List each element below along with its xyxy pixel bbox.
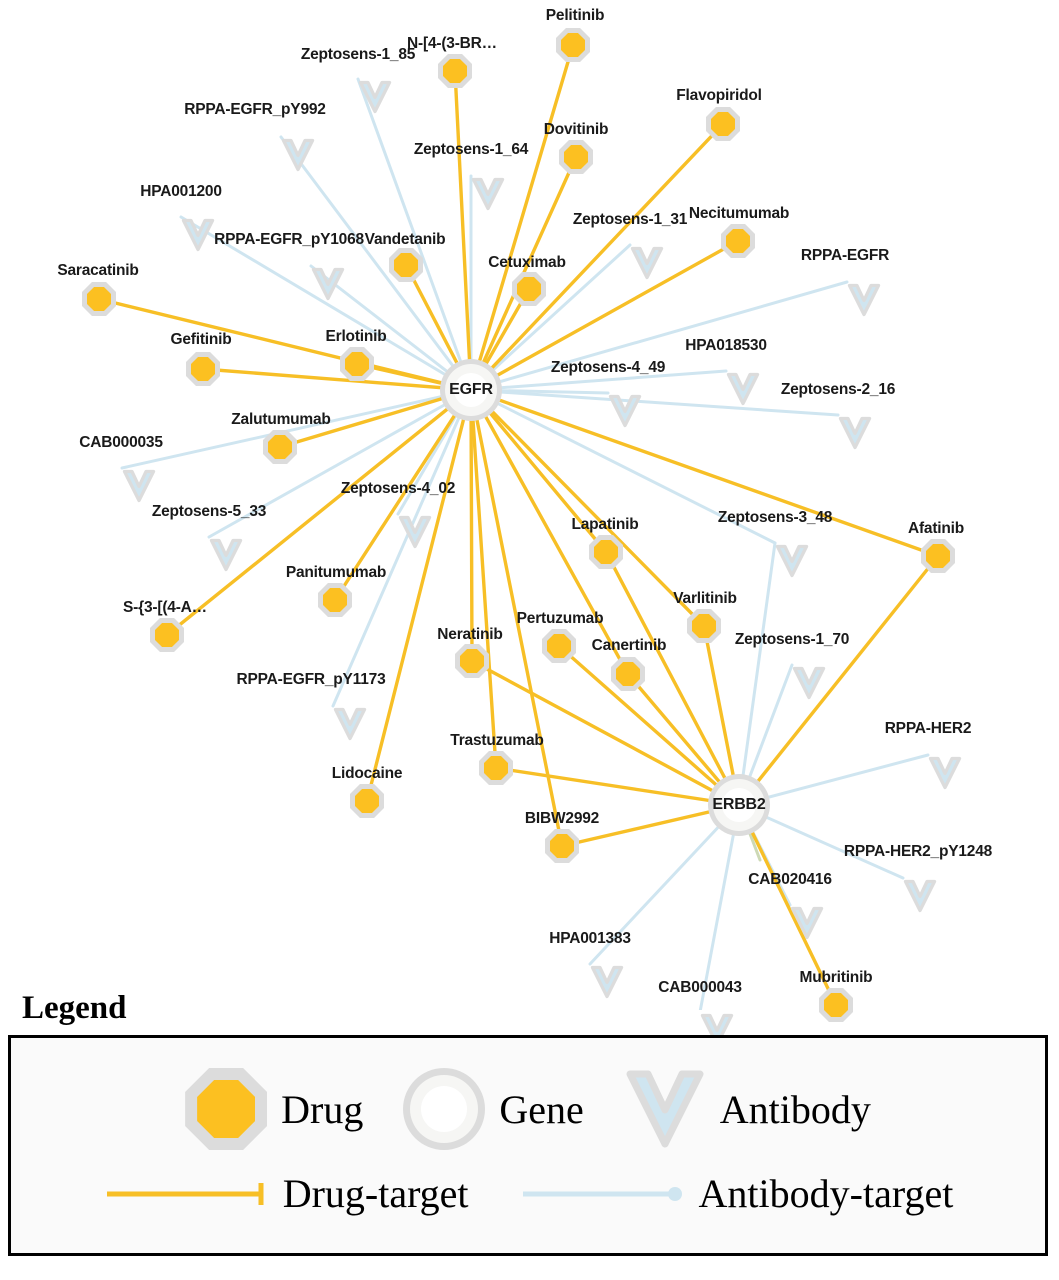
drug-node-label: Neratinib	[437, 626, 503, 643]
antibody-node-label: Zeptosens-3_48	[717, 509, 833, 526]
drug-node-icon	[185, 1068, 267, 1150]
drug-node[interactable]	[389, 248, 423, 282]
antibody-node-label: HPA018530	[685, 337, 767, 354]
antibody-node-label: Zeptosens-1_64	[413, 141, 529, 158]
drug-node[interactable]	[921, 539, 955, 573]
antibody-node-label: RPPA-EGFR_pY1173	[236, 671, 386, 688]
antibody-node-label: Zeptosens-5_33	[151, 503, 267, 520]
drug-node-label: Panitumumab	[285, 564, 387, 581]
drug-node[interactable]	[556, 28, 590, 62]
legend-label-drug-target: Drug-target	[282, 1171, 469, 1216]
drug-node[interactable]	[150, 618, 184, 652]
drug-node-label: Trastuzumab	[450, 732, 544, 749]
antibody-node-label: HPA001200	[140, 183, 222, 200]
drug-node-label: Pertuzumab	[516, 610, 604, 627]
antibody-node-label: Zeptosens-1_85	[300, 46, 416, 63]
legend-item-drug-target	[103, 1170, 469, 1217]
drug-node-label: Dovitinib	[543, 121, 609, 138]
antibody-node-label: RPPA-EGFR_pY1068	[214, 231, 364, 248]
legend-item-drug	[185, 1068, 363, 1150]
drug-node[interactable]	[559, 140, 593, 174]
antibody-node-label: Zeptosens-1_70	[734, 631, 850, 648]
drug-node[interactable]	[186, 352, 220, 386]
drug-node[interactable]	[350, 784, 384, 818]
antibody-node-label: RPPA-HER2	[884, 720, 972, 737]
legend-item-antibody-target	[519, 1170, 954, 1217]
antibody-node-label: CAB000043	[658, 979, 742, 996]
legend-title: Legend	[22, 990, 127, 1026]
drug-node-label: Erlotinib	[325, 328, 387, 345]
antibody-target-edge-icon	[519, 1180, 689, 1208]
drug-node[interactable]	[545, 829, 579, 863]
drug-node[interactable]	[479, 751, 513, 785]
drug-node[interactable]	[687, 609, 721, 643]
drug-node-label: Afatinib	[907, 520, 965, 537]
legend-label-drug: Drug	[281, 1086, 364, 1132]
drug-target-edge-icon	[103, 1180, 273, 1208]
antibody-node-label: Zeptosens-1_31	[572, 211, 688, 228]
legend-box	[8, 1035, 1048, 1256]
drug-node-label: Zalutumumab	[231, 411, 331, 428]
drug-node-label: BIBW2992	[524, 810, 600, 827]
gene-node-label: ERBB2	[712, 796, 766, 813]
drug-node[interactable]	[512, 272, 546, 306]
drug-node-label: Cetuximab	[488, 254, 566, 271]
drug-node[interactable]	[82, 282, 116, 316]
drug-node[interactable]	[455, 644, 489, 678]
drug-node-label: Pelitinib	[545, 7, 605, 24]
antibody-node-label: Zeptosens-4_49	[550, 359, 666, 376]
drug-node-label: Lidocaine	[331, 765, 403, 782]
legend-label-antibody-target: Antibody-target	[698, 1171, 954, 1216]
antibody-node-label: RPPA-EGFR_pY992	[184, 101, 326, 118]
drug-node[interactable]	[318, 583, 352, 617]
drug-node-label: Mubritinib	[799, 969, 873, 986]
legend-item-antibody	[624, 1066, 871, 1152]
drug-node-label: Necitumumab	[688, 205, 790, 222]
drug-node[interactable]	[589, 535, 623, 569]
antibody-node-label: Zeptosens-2_16	[780, 381, 896, 398]
drug-node-label: S-{3-[(4-A…	[123, 599, 207, 616]
drug-node[interactable]	[721, 224, 755, 258]
drug-node[interactable]	[611, 657, 645, 691]
antibody-node-label: HPA001383	[549, 930, 631, 947]
drug-node[interactable]	[340, 347, 374, 381]
antibody-node-icon	[624, 1066, 706, 1152]
legend-label-antibody: Antibody	[719, 1086, 871, 1132]
legend-label-gene: Gene	[499, 1086, 584, 1132]
legend-item-gene	[403, 1068, 583, 1150]
drug-node-label: Saracatinib	[57, 262, 139, 279]
antibody-node-label: RPPA-EGFR	[800, 247, 890, 264]
antibody-node-label: CAB000035	[79, 434, 163, 451]
legend	[8, 990, 1048, 1256]
drug-node-label: N-[4-(3-BR…	[407, 35, 497, 52]
drug-node-label: Gefitinib	[170, 331, 232, 348]
antibody-node-label: Zeptosens-4_02	[340, 480, 456, 497]
drug-node-label: Flavopiridol	[676, 87, 762, 104]
drug-node-label: Vandetanib	[364, 231, 446, 248]
drug-node[interactable]	[542, 629, 576, 663]
drug-node[interactable]	[438, 54, 472, 88]
drug-node-label: Lapatinib	[571, 516, 639, 533]
gene-node-label: EGFR	[449, 381, 493, 398]
drug-node[interactable]	[263, 430, 297, 464]
drug-node[interactable]	[706, 107, 740, 141]
antibody-node-label: CAB020416	[748, 871, 832, 888]
drug-node-label: Canertinib	[591, 637, 667, 654]
antibody-node-label: RPPA-HER2_pY1248	[843, 843, 993, 860]
drug-node-label: Varlitinib	[673, 590, 737, 607]
gene-node-icon	[403, 1068, 485, 1150]
